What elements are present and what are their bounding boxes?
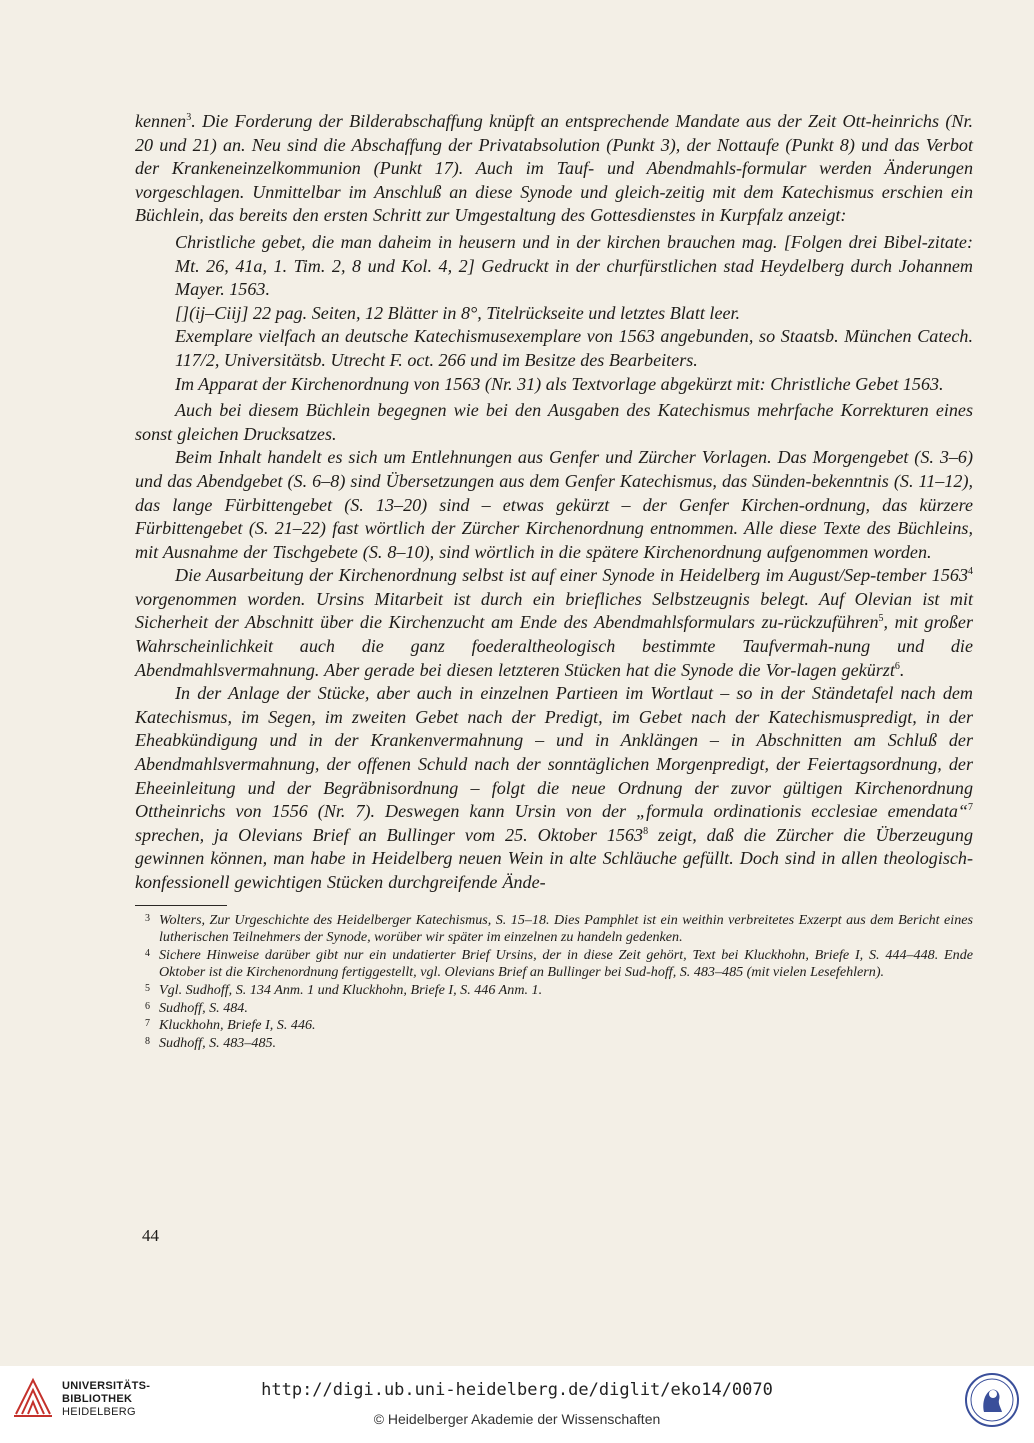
paragraph-text: . Die Forderung der Bilderabschaffung knüpft an entsprechende Mandate aus der Zeit Ott-heinrichs (Nr. 20 und 21) an. Neu sind die Abschaffung der Privatabsolution (Punkt 3), der Nottaufe (Punkt 8) und das Verbot der Krankeneinzelkommunion (Punkt 17). Auch im Tauf- und Abendmahls-formular werden Änderungen vorgeschlagen. Unmittelbar im Anschluß an diese Synode und gleich-zeitig mit dem Katechismus erschien ein Büchlein, das bereits den ersten Schritt zur Umgestaltung des Gottesdienstes in Kurpfalz anzeigt:: [135, 111, 973, 226]
footnote-ref: 7: [968, 802, 973, 814]
footnotes: [135, 912, 973, 1053]
library-name-line1: UNIVERSITÄTS-: [62, 1380, 151, 1392]
footnote-divider: [135, 905, 227, 906]
footnote: [135, 1035, 973, 1053]
bibliography-entry: Christliche gebet, die man daheim in heusern und in der kirchen brauchen mag. [Folgen drei Bibel-zitate: Mt. 26, 41a, 1. Tim. 2, 8 und Kol. 4, 2] Gedruckt in der churfürstlichen stad Heydelberg durch Johannem Mayer. 1563.: [175, 231, 973, 300]
page-content: [135, 110, 973, 1052]
footnote-text: Vgl. Sudhoff, S. 134 Anm. 1 und Kluckhohn, Briefe I, S. 446 Anm. 1.: [159, 981, 543, 998]
library-name-line2: BIBLIOTHEK: [62, 1393, 133, 1405]
paragraph-text: , mit großer Wahrscheinlichkeit auch die ganz foederaltheologisch bestimmte Taufvermah-nung und die Abendmahlsvermahnung. Aber gerade bei diesen letzteren Stücken hat die Synode die Vor-lagen gekürzt: [135, 612, 974, 680]
footnote-ref: 3: [186, 111, 192, 123]
body-paragraph: [135, 399, 973, 446]
bibliography-entry: Im Apparat der Kirchenordnung von 1563 (Nr. 31) als Textvorlage abgekürzt mit: Christliche Gebet 1563.: [175, 373, 944, 394]
footnote-text: Sichere Hinweise darüber gibt nur ein undatierter Brief Ursins, der in diese Zeit gehört, Text bei Kluckhohn, Briefe I, S. 444–448. Ende Oktober ist die Kirchenordnung fertiggestellt, vgl. Olevians Brief an Bullinger bei Sud-hoff, S. 483–485 (mit vielen Lesefehlern).: [159, 946, 973, 981]
footnote: [135, 947, 973, 982]
paragraph-text: vorgenommen worden. Ursins Mitarbeit ist durch ein briefliches Selbstzeugnis belegt. Auf Olevian ist mit Sicherheit der Abschnitt über die Kirchenzucht am Ende des Abendmahlsformulars zu-rückzuführen: [135, 588, 973, 633]
footnote: [135, 912, 973, 947]
footnote-number: 8: [145, 1035, 150, 1047]
paragraph-text: sprechen, ja Olevians Brief an Bullinger vom 25. Oktober 1563: [135, 824, 644, 845]
footnote-ref: 4: [968, 566, 973, 578]
library-name-line3: HEIDELBERG: [62, 1406, 136, 1418]
footnote: [135, 982, 973, 1000]
paragraph-text: zeigt, daß die Zürcher die Überzeugung gewinnen können, man habe in Heidelberg neuen Wein in alte Schläuche gefüllt. Doch sind in allen theologisch-konfessionell gewichtigen Stücken durchgreifende Ände-: [135, 824, 973, 892]
footnote-text: Kluckhohn, Briefe I, S. 446.: [159, 1017, 316, 1034]
footnote-text: Sudhoff, S. 483–485.: [159, 1034, 277, 1051]
footnote: [135, 1017, 973, 1035]
paragraph-text: .: [899, 659, 905, 680]
paragraph-text: kennen: [135, 111, 187, 131]
paragraph-text: In der Anlage der Stücke, aber auch in einzelnen Partieen im Wortlaut – so in der Ständetafel nach dem Katechismus, im Segen, im zweiten Gebet nach der Predigt, im Gebet nach der Katechismuspredigt, in der Eheabkündigung und in der Krankenvermahnung – und in Anklängen – in Abschnitten am Schluß der Abendmahlsvermahnung, der offenen Schuld nach der sonntäglichen Morgenpredigt, der Feiertagsordnung, der Eheeinleitung und der Begräbnisordnung – folgt die neue Ordnung der zuvor gültigen Kirchenordnung Ottheinrichs von 1556 (Nr. 7). Deswegen kann Ursin von der „formula ordinationis ecclesiae emendata“: [135, 683, 973, 822]
bibliography-entry: Exemplare vielfach an deutsche Katechismusexemplare von 1563 angebunden, so Staatsb. München Catech. 117/2, Universitätsb. Utrecht F. oct. 266 und im Besitze des Bearbeiters.: [175, 326, 973, 370]
footnote-text: Wolters, Zur Urgeschichte des Heidelberger Katechismus, S. 15–18. Dies Pamphlet ist ein weithin verbreitetes Exzerpt aus dem Bericht eines lutherischen Teilnehmers der Synode, worüber wir später im einzelnen zu handeln gedenken.: [159, 911, 973, 946]
body-text-bottom: [135, 399, 973, 894]
footnote-ref: 8: [643, 825, 649, 837]
footnote-number: 4: [145, 947, 150, 959]
body-paragraph: [135, 682, 973, 894]
footnote-text: Sudhoff, S. 484.: [159, 999, 248, 1016]
body-paragraph: [135, 446, 973, 564]
copyright-notice: © Heidelberger Akademie der Wissenschaften: [373, 1411, 661, 1427]
footnote-number: 6: [145, 1000, 150, 1012]
paragraph-text: Die Ausarbeitung der Kirchenordnung selbst ist auf einer Synode in Heidelberg im August/Sep-tember 1563: [175, 565, 968, 586]
paragraph-text: Beim Inhalt handelt es sich um Entlehnungen aus Genfer und Zürcher Vorlagen. Das Morgengebet (S. 3–6) und das Abendgebet (S. 6–8) sind Übersetzungen aus dem Genfer Katechismus, das Sünden-bekenntnis (S. 11–12), das lange Fürbittengebet (S. 13–20) sind – etwas gekürzt – der Genfer Kirchen-ordnung, das kürzere Fürbittengebet (S. 21–22) fast wörtlich der Zürcher Kirchenordnung entnommen. Alle diese Texte des Büchleins, mit Ausnahme der Tischgebete (S. 8–10), sind wörtlich in die spätere Kirchenordnung aufgenommen worden.: [135, 447, 973, 562]
permalink-url[interactable]: http://digi.ub.uni-heidelberg.de/diglit/eko14/0070: [261, 1380, 773, 1400]
body-text-top: [135, 110, 973, 228]
body-paragraph: [135, 110, 973, 228]
body-paragraph: [135, 564, 973, 682]
page-number: 44: [142, 1226, 159, 1245]
bibliography-entry: [](ij–Ciij] 22 pag. Seiten, 12 Blätter in 8°, Titelrückseite und letztes Blatt leer.: [175, 302, 741, 323]
academy-seal-icon[interactable]: [964, 1372, 1020, 1428]
footnote: [135, 1000, 973, 1018]
footnote-ref: 6: [894, 660, 900, 672]
paragraph-text: Auch bei diesem Büchlein begegnen wie bei den Ausgaben des Katechismus mehrfache Korrekturen eines sonst gleichen Drucksatzes.: [135, 400, 973, 444]
bibliography-block: [175, 231, 973, 396]
footnote-number: 3: [145, 912, 150, 924]
footnote-number: 7: [145, 1018, 150, 1030]
viewer-footer: [0, 1366, 1034, 1443]
footnote-number: 5: [145, 982, 150, 994]
footnote-ref: 5: [878, 613, 884, 625]
